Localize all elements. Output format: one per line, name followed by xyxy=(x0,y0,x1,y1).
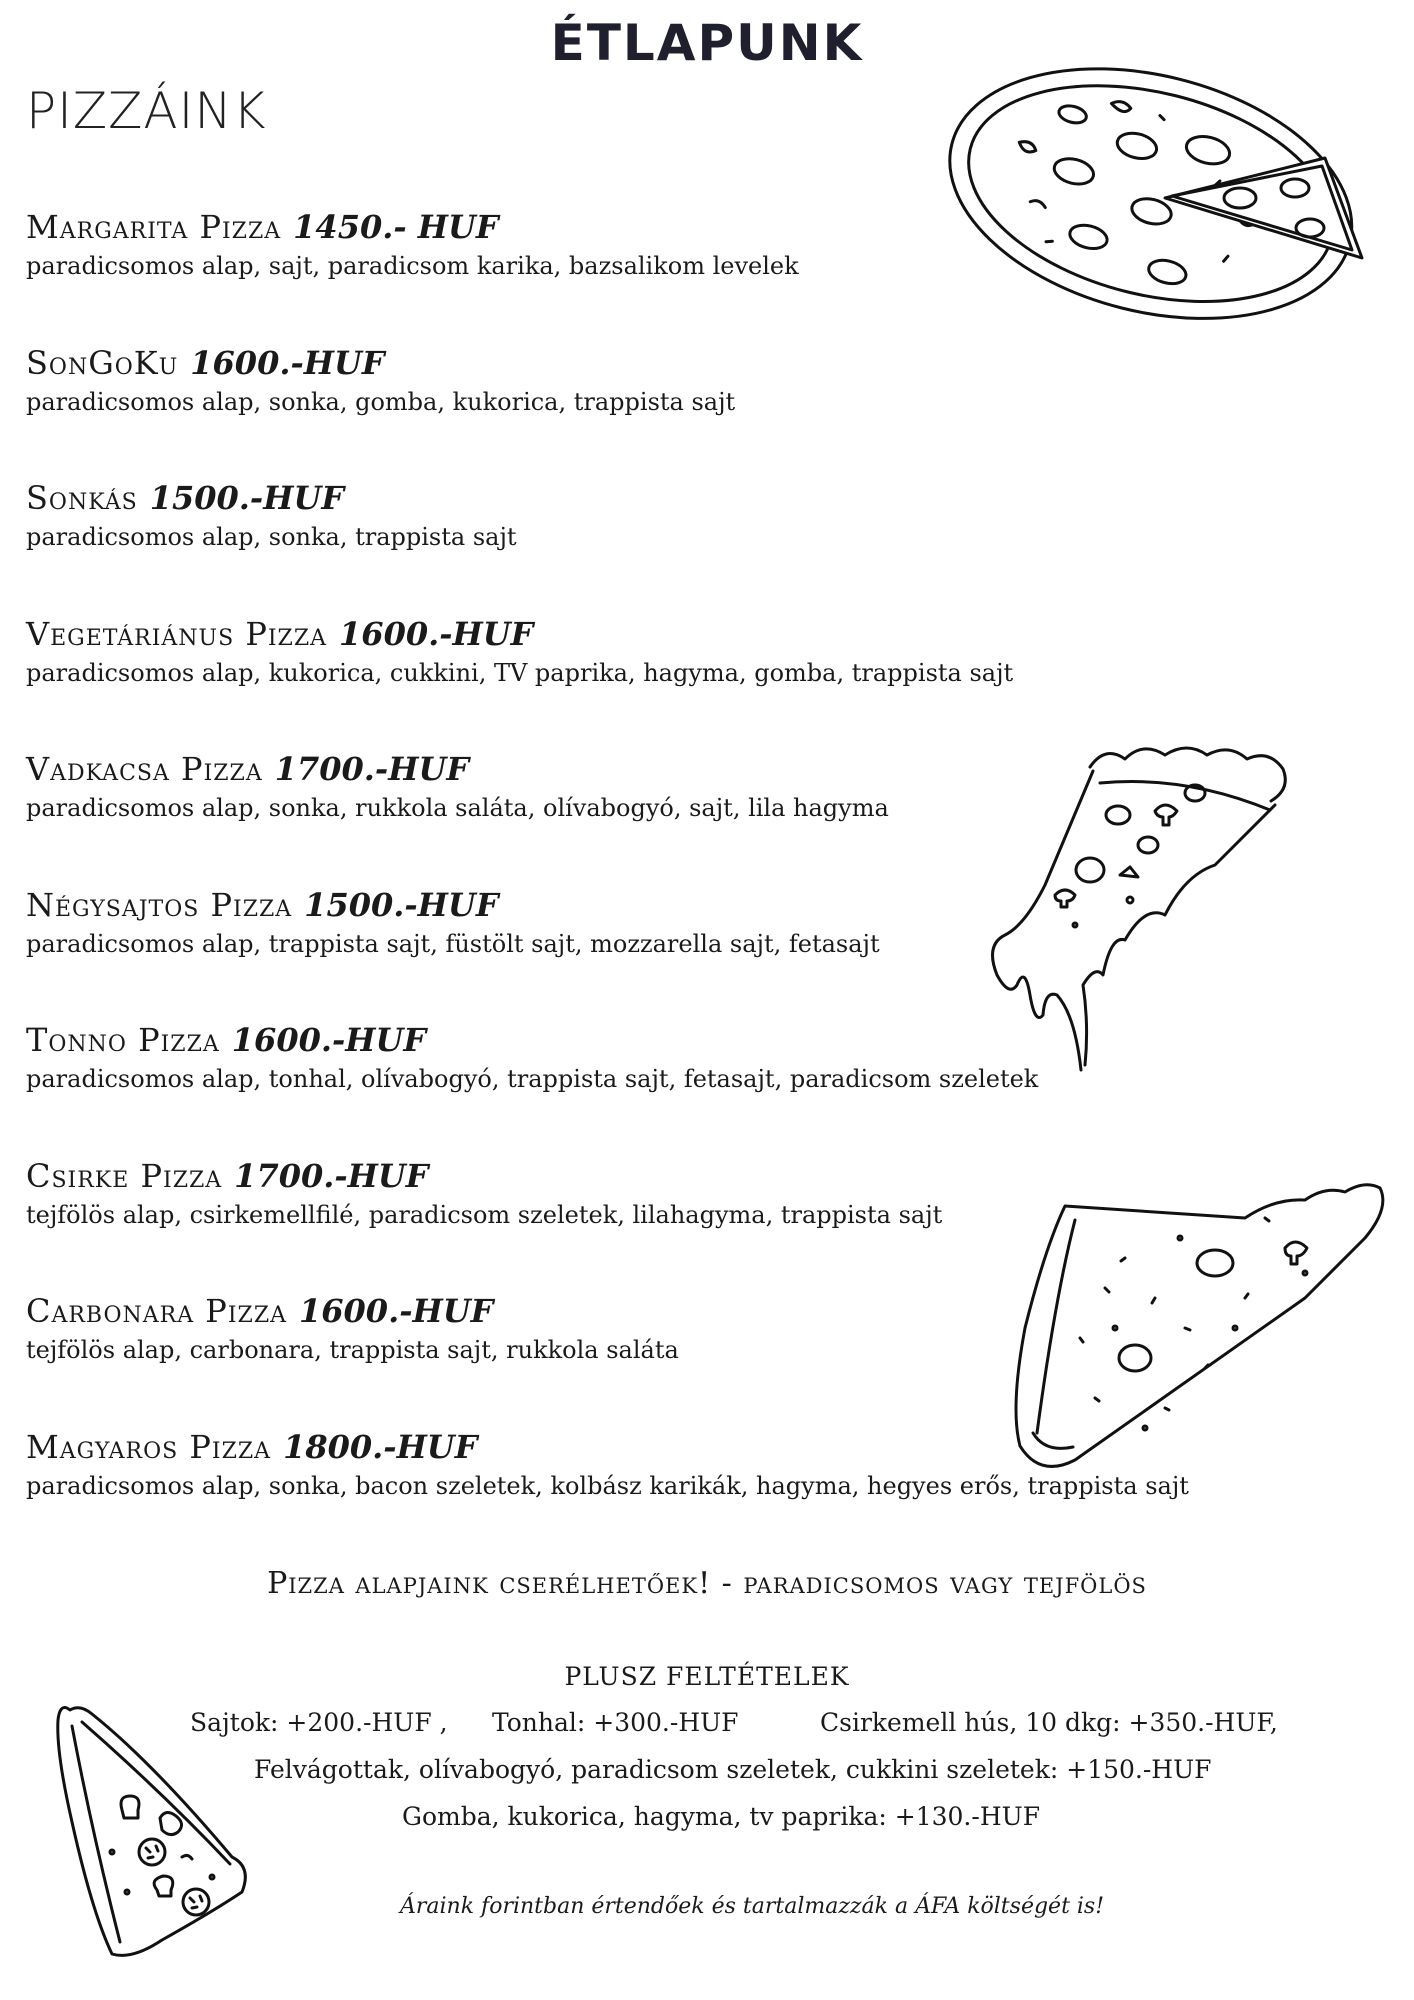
item-price: 1700.-HUF xyxy=(234,1156,429,1195)
item-description: tejfölös alap, csirkemellfilé, paradicsom szeletek, lilahagyma, trappista sajt xyxy=(26,1200,943,1229)
menu-item xyxy=(26,747,1126,883)
menu-item xyxy=(26,1289,1126,1425)
item-price: 1600.-HUF xyxy=(299,1292,494,1330)
pizza-list xyxy=(26,205,1189,1560)
menu-item xyxy=(26,476,1126,612)
item-description: paradicsomos alap, tonhal, olívabogyó, trappista sajt, fetasajt, paradicsom szeletek xyxy=(26,1065,1039,1093)
base-swap-note: Pizza alapjaink cserélhetőek! - paradicsomos vagy tejfölös xyxy=(267,1566,1147,1601)
item-description: paradicsomos alap, kukorica, cukkini, TV paprika, hagyma, gomba, trappista sajt xyxy=(26,658,1014,687)
extra-line-2: Felvágottak, olívabogyó, paradicsom szeletek, cukkini szeletek: +150.-HUF xyxy=(254,1755,1212,1784)
pizza-slice-icon xyxy=(1005,1178,1390,1478)
item-description: paradicsomos alap, trappista sajt, füstölt sajt, mozzarella sajt, fetasajt xyxy=(26,929,880,958)
item-name: Sonkás xyxy=(26,479,138,517)
item-name: Vegetáriánus Pizza xyxy=(26,614,328,653)
item-name: Margarita Pizza xyxy=(26,208,282,246)
item-description: paradicsomos alap, sajt, paradicsom karika, bazsalikom levelek xyxy=(26,252,799,280)
item-price: 1700.-HUF xyxy=(274,750,470,788)
item-price: 1600.-HUF xyxy=(190,343,385,382)
extra-line-3: Gomba, kukorica, hagyma, tv paprika: +130.-HUF xyxy=(402,1802,1041,1831)
menu-item xyxy=(26,1154,1126,1290)
price-footnote: Áraink forintban értendőek és tartalmazzák a ÁFA költségét is! xyxy=(400,1894,1105,1919)
item-price: 1800.-HUF xyxy=(283,1427,478,1466)
whole-pizza-icon xyxy=(940,58,1380,338)
item-description: paradicsomos alap, sonka, rukkola saláta, olívabogyó, sajt, lila hagyma xyxy=(26,794,889,822)
extra-chicken: Csirkemell hús, 10 dkg: +350.-HUF, xyxy=(820,1708,1278,1737)
item-name: Magyaros Pizza xyxy=(26,1427,272,1466)
extras-title: PLUSZ FELTÉTELEK xyxy=(564,1662,850,1691)
item-price: 1600.-HUF xyxy=(339,614,534,653)
item-price: 1600.-HUF xyxy=(231,1021,427,1059)
item-price: 1500.-HUF xyxy=(304,885,499,924)
item-name: Csirke Pizza xyxy=(26,1156,223,1195)
extra-tuna: Tonhal: +300.-HUF xyxy=(492,1708,739,1737)
item-name: Vadkacsa Pizza xyxy=(26,750,263,788)
menu-item xyxy=(26,883,1126,1019)
menu-item xyxy=(26,1425,1189,1561)
menu-item xyxy=(26,1018,1126,1154)
pizza-slice-icon xyxy=(985,735,1315,1075)
menu-title: ÉTLAPUNK xyxy=(550,14,864,72)
item-price: 1500.-HUF xyxy=(149,479,345,517)
menu-item xyxy=(26,612,1126,748)
menu-item xyxy=(26,341,1126,477)
pizza-slice-icon xyxy=(52,1692,252,1962)
extra-cheese: Sajtok: +200.-HUF , xyxy=(190,1708,448,1737)
item-description: paradicsomos alap, sonka, gomba, kukorica, trappista sajt xyxy=(26,387,736,416)
item-description: paradicsomos alap, sonka, trappista sajt xyxy=(26,523,517,551)
item-price: 1450.- HUF xyxy=(293,208,499,246)
item-name: Tonno Pizza xyxy=(26,1021,220,1059)
item-name: Négysajtos Pizza xyxy=(26,885,293,924)
item-name: Carbonara Pizza xyxy=(26,1292,287,1330)
section-title: PIZZÁINK xyxy=(26,82,267,140)
item-name: SonGoKu xyxy=(26,343,179,382)
item-description: tejfölös alap, carbonara, trappista sajt, rukkola saláta xyxy=(26,1336,679,1364)
item-description: paradicsomos alap, sonka, bacon szeletek, kolbász karikák, hagyma, hegyes erős, trappista sajt xyxy=(26,1471,1189,1500)
